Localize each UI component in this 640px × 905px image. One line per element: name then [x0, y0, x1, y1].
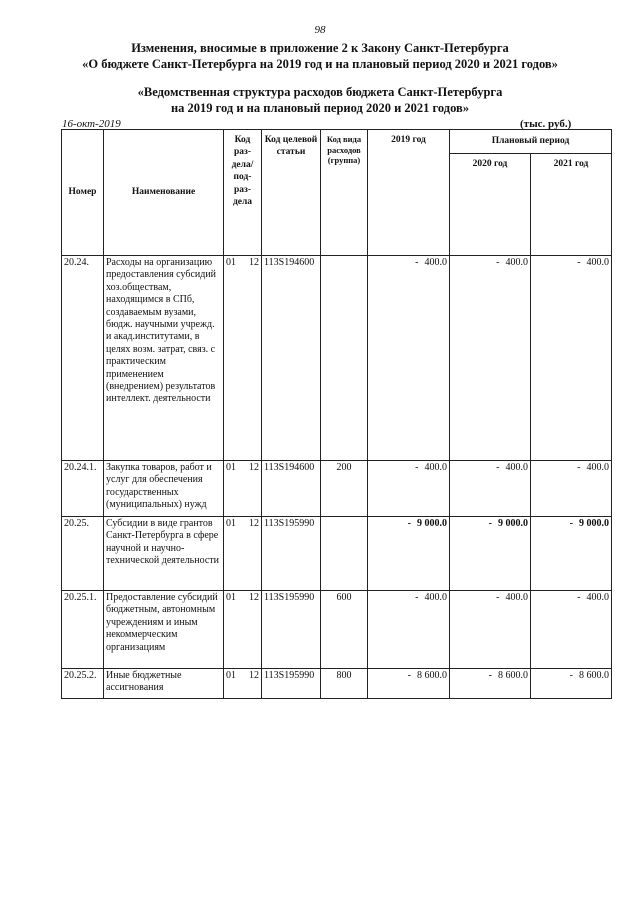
podrazdel-code: 12: [249, 670, 259, 681]
expense-code: 600: [321, 591, 368, 669]
minus-sign: -: [415, 257, 419, 268]
target-code: 113S194600: [262, 461, 321, 517]
row-number: 20.25.2.: [62, 669, 104, 699]
target-code: 113S195990: [262, 517, 321, 591]
podrazdel-code: 12: [249, 257, 259, 268]
row-number: 20.24.1.: [62, 461, 104, 517]
expense-code: 800: [321, 669, 368, 699]
value-2020: 400.0: [505, 592, 528, 603]
col-number-header: Номер: [62, 130, 104, 256]
minus-sign: -: [496, 592, 500, 603]
minus-sign: -: [488, 670, 492, 681]
razdel-code: 01: [226, 670, 236, 681]
minus-sign: -: [496, 462, 500, 473]
value-2019: 400.0: [424, 462, 447, 473]
col-section-header: Код раз-дела/ под-раз-дела: [224, 130, 262, 256]
minus-sign: -: [415, 462, 419, 473]
target-code: 113S194600: [262, 256, 321, 461]
title-line-4: на 2019 год и на плановый период 2020 и 2021 годов»: [170, 101, 470, 115]
value-2020: 400.0: [505, 462, 528, 473]
minus-sign: -: [488, 518, 492, 529]
value-2019: 400.0: [424, 592, 447, 603]
value-2020: 9 000.0: [498, 518, 528, 529]
appendix-title: [0, 84, 640, 116]
row-number: 20.25.: [62, 517, 104, 591]
row-name: Предоставление субсидий бюджетным, автономным учреждениям и иным некоммерческим организациям: [104, 591, 224, 669]
minus-sign: -: [569, 670, 573, 681]
minus-sign: -: [577, 257, 581, 268]
minus-sign: -: [407, 670, 411, 681]
col-2020-header: 2020 год: [450, 154, 531, 256]
minus-sign: -: [577, 462, 581, 473]
planned-period-header: Плановый период: [450, 130, 612, 154]
row-name: Иные бюджетные ассигнования: [104, 669, 224, 699]
row-name: Закупка товаров, работ и услуг для обеспечения государственных (муниципальных) нужд: [104, 461, 224, 517]
podrazdel-code: 12: [249, 518, 259, 529]
value-2021: 400.0: [586, 257, 609, 268]
value-2020: 8 600.0: [498, 670, 528, 681]
table-row: [62, 256, 612, 461]
value-2021: 8 600.0: [579, 670, 609, 681]
value-2019: 400.0: [424, 257, 447, 268]
units-label: (тыс. руб.): [520, 118, 572, 130]
table-row: [62, 669, 612, 699]
document-date: 16-окт-2019: [62, 118, 121, 130]
minus-sign: -: [569, 518, 573, 529]
target-code: 113S195990: [262, 591, 321, 669]
value-2020: 400.0: [505, 257, 528, 268]
razdel-code: 01: [226, 257, 236, 268]
row-number: 20.25.1.: [62, 591, 104, 669]
value-2019: 9 000.0: [417, 518, 447, 529]
col-target-header: Код целевой статьи: [262, 130, 321, 256]
table-row: [62, 517, 612, 591]
table-row: [62, 461, 612, 517]
expense-code: 200: [321, 461, 368, 517]
expense-code: [321, 517, 368, 591]
row-name: Субсидии в виде грантов Санкт-Петербурга в сфере научной и научно-технической деятельности: [104, 517, 224, 591]
col-2021-header: 2021 год: [531, 154, 612, 256]
page-number: 98: [314, 24, 326, 36]
minus-sign: -: [496, 257, 500, 268]
table-row: [62, 591, 612, 669]
razdel-code: 01: [226, 592, 236, 603]
expense-code: [321, 256, 368, 461]
col-name-header: Наименование: [104, 130, 224, 256]
title-line-1: Изменения, вносимые в приложение 2 к Закону Санкт-Петербурга: [131, 41, 509, 55]
value-2021: 9 000.0: [579, 518, 609, 529]
value-2019: 8 600.0: [417, 670, 447, 681]
value-2021: 400.0: [586, 592, 609, 603]
podrazdel-code: 12: [249, 462, 259, 473]
col-2019-header: 2019 год: [368, 130, 450, 256]
title-line-3: «Ведомственная структура расходов бюджета Санкт-Петербурга: [137, 85, 503, 99]
title-line-2: «О бюджете Санкт-Петербурга на 2019 год и на плановый период 2020 и 2021 годов»: [82, 57, 558, 71]
row-name: Расходы на организацию предоставления субсидий хоз.обществам, находящимся в СПб, создаваемым вузами, бюдж. научными учрежд. и акад.институтами, в целях возм. затрат, связ. с практическим применением (внедрением) результатов интеллект. деятельности: [104, 256, 224, 461]
expense-table: [61, 129, 612, 699]
podrazdel-code: 12: [249, 592, 259, 603]
document-title: [0, 40, 640, 72]
minus-sign: -: [415, 592, 419, 603]
minus-sign: -: [407, 518, 411, 529]
value-2021: 400.0: [586, 462, 609, 473]
target-code: 113S195990: [262, 669, 321, 699]
row-number: 20.24.: [62, 256, 104, 461]
razdel-code: 01: [226, 518, 236, 529]
col-expense-header: Код вида расходов (группа): [321, 130, 368, 256]
minus-sign: -: [577, 592, 581, 603]
razdel-code: 01: [226, 462, 236, 473]
